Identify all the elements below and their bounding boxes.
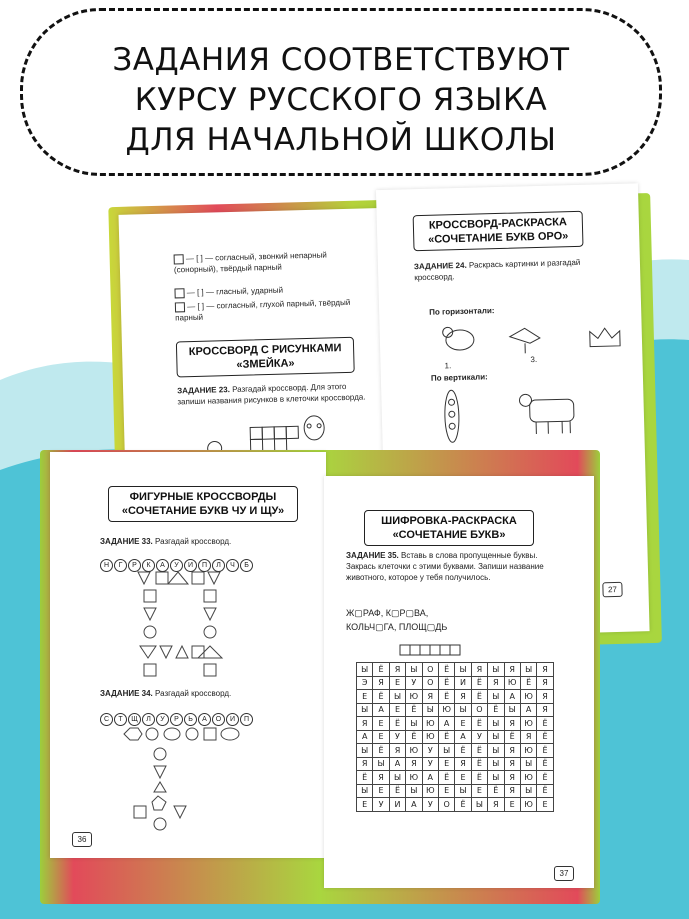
title-line-2: «СОЧЕТАНИЕ БУКВ» [392,529,506,541]
task-label: ЗАДАНИЕ 24. [413,260,467,272]
letter-circle: У [156,713,169,726]
grid-cell: Ё [471,717,487,731]
letter-circle: О [212,713,225,726]
letter-circle: Б [240,559,253,572]
grid-cell: Е [438,757,454,771]
grid-cell: Ё [357,771,373,785]
grid-cell: Ы [488,717,504,731]
legend-item-3 [175,296,366,323]
grid-cell: Е [504,798,520,812]
headline-line-3: ДЛЯ НАЧАЛЬНОЙ ШКОЛЫ [125,122,557,158]
letter-circle: И [226,713,239,726]
grid-cell: Ы [373,757,389,771]
grid-cell: Ё [471,744,487,758]
title-line-1: ШИФРОВКА-РАСКРАСКА [381,515,517,527]
grid-cell: Я [537,703,553,717]
grid-cell: У [422,798,438,812]
grid-cell: И [389,798,405,812]
grid-cell: Ы [504,703,520,717]
grid-cell: Ё [537,784,553,798]
grid-cell: Я [422,690,438,704]
letters-34 [100,706,254,726]
page-number: 36 [72,832,92,847]
letter-circle: П [198,559,211,572]
grid-cell: Ю [406,744,422,758]
grid-cell: Ё [438,771,454,785]
task-label: ЗАДАНИЕ 33. [100,537,153,546]
grid-cell: Ё [537,744,553,758]
letter-circle: А [198,713,211,726]
grid-row [357,717,554,731]
grid-cell: Ы [488,663,504,677]
task-text: Раскрась картинки и разгадай кроссворд. [414,257,581,283]
grid-cell: А [389,757,405,771]
grid-cell: Ё [520,676,536,690]
answer-boxes [400,644,480,656]
grid-cell: У [422,744,438,758]
grid-cell: Ы [471,798,487,812]
grid-cell: Ё [504,730,520,744]
grid-cell: Е [471,784,487,798]
headline-line-1: ЗАДАНИЯ СООТВЕТСТВУЮТ [112,42,570,78]
grid-cell: Ы [520,663,536,677]
shape-crossword-33 [130,570,270,680]
grid-cell: Е [389,676,405,690]
grid-cell: Ю [422,730,438,744]
letters-33 [100,552,254,572]
headline [20,40,662,160]
grid-row [357,730,554,744]
grid-cell: Ё [537,730,553,744]
page-number: 37 [554,866,574,881]
vertical-pictures [437,384,619,449]
title-line-1: КРОССВОРД-РАСКРАСКА [428,216,568,232]
grid-cell: Я [389,663,405,677]
grid-cell: Ы [488,771,504,785]
grid-cell: Я [373,676,389,690]
grid-row [357,771,554,785]
grid-cell: Ё [537,757,553,771]
grid-cell: Ё [471,771,487,785]
grid-cell: Я [504,744,520,758]
back-right-title [413,211,584,251]
grid-cell: Я [488,798,504,812]
letter-circle: Ь [184,713,197,726]
letter-circle: Л [142,713,155,726]
letter-circle: Л [212,559,225,572]
legend-square-icon [175,302,185,312]
grid-cell: Е [455,771,471,785]
grid-cell: Ё [406,730,422,744]
grid-cell: Ё [537,717,553,731]
grid-cell: Ы [389,771,405,785]
grid-cell: Ю [520,771,536,785]
grid-cell: Ы [488,757,504,771]
grid-cell: Ы [488,744,504,758]
grid-cell: Е [357,798,373,812]
grid-cell: Ё [373,663,389,677]
grid-cell: У [422,757,438,771]
task-35 [346,550,566,583]
num-3: 3. [530,354,538,365]
grid-cell: Ё [406,703,422,717]
letter-circle: Н [100,559,113,572]
grid-cell: Ы [438,744,454,758]
grid-cell: Е [373,717,389,731]
grid-cell: Ё [488,703,504,717]
legend-item-2 [174,282,364,298]
grid-row [357,663,554,677]
grid-cell: Я [504,757,520,771]
grid-cell: Ы [520,784,536,798]
letter-circle: У [170,559,183,572]
grid-cell: Я [406,757,422,771]
grid-cell: О [438,798,454,812]
legend-item-1 [174,249,365,276]
letter-circle: Ч [226,559,239,572]
task-label: ЗАДАНИЕ 23. [177,385,231,396]
legend-text-1: — [ ] — согласный, звонкий непарный (сонорный), твёрдый парный [173,250,327,275]
grid-cell: У [389,730,405,744]
grid-cell: Ю [422,717,438,731]
grid-cell: А [406,798,422,812]
grid-cell: Я [357,717,373,731]
grid-cell: Я [504,784,520,798]
letter-circle: И [184,559,197,572]
letter-circle: Щ [128,713,141,726]
grid-row [357,676,554,690]
letter-circle: Г [114,559,127,572]
grid-cell: Ы [520,757,536,771]
grid-cell: Я [455,757,471,771]
grid-cell: А [438,717,454,731]
grid-cell: Я [373,771,389,785]
grid-cell: А [520,703,536,717]
grid-row [357,744,554,758]
grid-cell: Ю [520,798,536,812]
front-left-page [50,452,326,858]
words-line-2: КОЛЬЧ▢ГА, ПЛОЩ▢ДЬ [346,622,448,632]
horizontal-label: По горизонтали: [429,306,495,317]
grid-cell: Я [537,690,553,704]
task-label: ЗАДАНИЕ 34. [100,689,153,698]
grid-cell: Ё [389,784,405,798]
grid-cell: Ы [357,744,373,758]
task-label: ЗАДАНИЕ 35. [346,551,399,560]
grid-cell: Ы [488,690,504,704]
grid-cell: Ё [471,690,487,704]
letter-circle: Р [170,713,183,726]
grid-cell: Ы [422,703,438,717]
grid-cell: Я [389,744,405,758]
grid-cell: Я [520,730,536,744]
legend-text-2: — [ ] — гласный, ударный [186,285,284,298]
headline-line-2: КУРСУ РУССКОГО ЯЗЫКА [134,82,548,118]
grid-cell: У [406,676,422,690]
shape-crossword-34 [120,726,260,836]
grid-row [357,798,554,812]
grid-cell: Я [471,663,487,677]
grid-row [357,690,554,704]
grid-cell: Е [373,730,389,744]
front-right-page [324,476,594,888]
grid-cell: Ё [373,690,389,704]
grid-cell: Ы [406,717,422,731]
task-text: Разгадай кроссворд. Для этого запиши названия рисунков в клеточки кроссворда. [177,382,366,407]
grid-cell: Ё [389,717,405,731]
grid-cell: Я [504,771,520,785]
title-line-1: ФИГУРНЫЕ КРОССВОРДЫ [129,491,277,503]
grid-cell: Ы [406,663,422,677]
task-34 [100,688,310,699]
grid-cell: Ы [389,690,405,704]
grid-cell: Ы [455,663,471,677]
grid-cell: Я [357,757,373,771]
grid-cell: Ю [406,690,422,704]
grid-cell: О [471,703,487,717]
words-line-1: Ж▢РАФ, К▢Р▢ВА, [346,608,429,618]
grid-cell: У [471,730,487,744]
grid-cell: Ю [406,771,422,785]
letter-circle: С [100,713,113,726]
grid-cell: А [422,771,438,785]
grid-cell: Ю [520,744,536,758]
grid-cell: А [455,730,471,744]
vertical-label: По вертикали: [430,372,488,383]
legend-text-3: — [ ] — согласный, глухой парный, твёрдый парный [175,297,351,323]
grid-cell: Ю [504,676,520,690]
legend-square-icon [174,288,184,298]
grid-cell: Ы [488,730,504,744]
grid-cell: Е [438,784,454,798]
title-line-2: «СОЧЕТАНИЕ БУКВ ЧУ И ЩУ» [121,505,285,517]
title-line-1: КРОССВОРД С РИСУНКАМИ [188,342,342,359]
grid-cell: И [455,676,471,690]
grid-cell: Ё [438,690,454,704]
grid-cell: Ё [455,744,471,758]
grid-cell: Ы [455,784,471,798]
grid-cell: Ё [373,744,389,758]
grid-cell: О [422,663,438,677]
grid-cell: Ю [520,717,536,731]
letter-circle: А [156,559,169,572]
legend-square-icon [174,254,184,264]
grid-cell: Ё [438,676,454,690]
grid-cell: Я [537,663,553,677]
letter-circle: П [240,713,253,726]
grid-cell: Ы [357,663,373,677]
grid-cell: Ё [438,730,454,744]
grid-cell: А [504,690,520,704]
front-book [40,446,600,906]
grid-cell: Е [373,784,389,798]
grid-cell: Ы [357,703,373,717]
grid-cell: О [422,676,438,690]
grid-cell: Е [389,703,405,717]
grid-cell: Ы [406,784,422,798]
grid-cell: Я [488,676,504,690]
grid-cell: Э [357,676,373,690]
task-23 [177,380,368,407]
letter-circle: Р [128,559,141,572]
grid-cell: Я [537,676,553,690]
grid-row [357,757,554,771]
title-line-2: «СОЧЕТАНИЕ БУКВ ОРО» [427,230,569,246]
grid-cell: Ё [438,663,454,677]
title-line-2: «ЗМЕЙКА» [236,357,295,371]
grid-cell: Ю [438,703,454,717]
grid-cell: У [373,798,389,812]
grid-cell: Е [455,717,471,731]
grid-cell: Ё [471,676,487,690]
task-text: Разгадай кроссворд. [155,537,232,546]
num-1: 1. [444,361,452,371]
grid-cell: А [357,730,373,744]
grid-row [357,784,554,798]
letter-circle: К [142,559,155,572]
grid-cell: Я [504,717,520,731]
grid-row [357,703,554,717]
task-33 [100,536,310,547]
grid-cell: Ё [471,757,487,771]
front-left-title [108,486,298,522]
grid-cell: Ы [357,784,373,798]
grid-cell: Ю [422,784,438,798]
letter-grid [356,662,554,812]
grid-cell: Ё [455,798,471,812]
grid-cell: Е [357,690,373,704]
back-left-title [176,337,355,378]
task-text: Вставь в слова пропущенные буквы. Закрась клеточки с этими буквами. Запиши название животного, которое у тебя получилось. [346,551,544,582]
grid-cell: Ы [455,703,471,717]
front-right-title [364,510,534,546]
task-text: Разгадай кроссворд. [155,689,232,698]
grid-cell: Ю [520,690,536,704]
grid-cell: Ё [488,784,504,798]
grid-cell: Ё [537,771,553,785]
grid-cell: А [373,703,389,717]
grid-cell: Я [504,663,520,677]
page-number: 27 [602,582,622,598]
grid-cell: Е [537,798,553,812]
letter-circle: Т [114,713,127,726]
grid-cell: Я [455,690,471,704]
task-24 [414,256,615,283]
